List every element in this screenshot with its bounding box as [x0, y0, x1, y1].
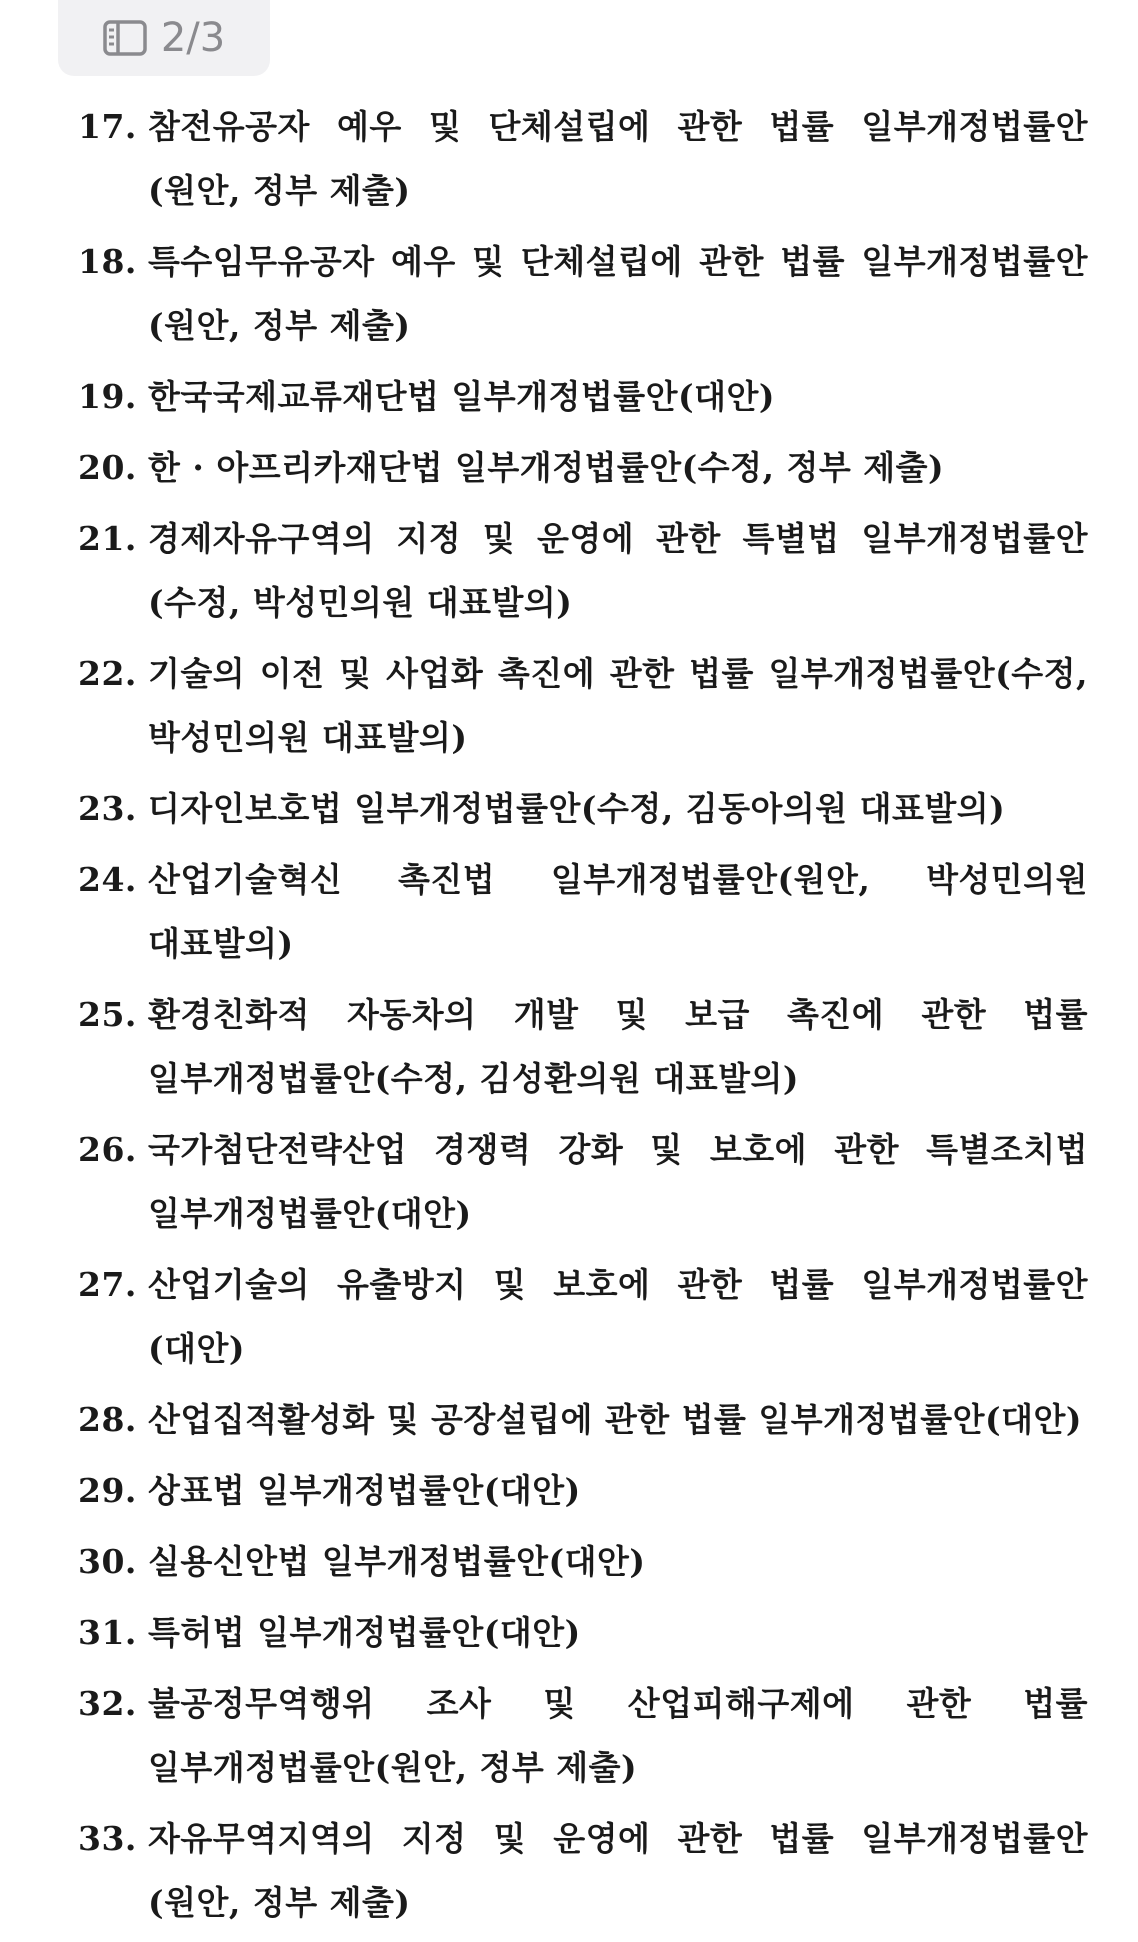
item-text: 특허법 일부개정법률안(대안) — [148, 1613, 581, 1652]
item-number: 24. — [78, 860, 137, 899]
item-text: 자유무역지역의 지정 및 운영에 관한 법률 일부개정법률안(원안, 정부 제출) — [148, 1819, 1088, 1922]
item-text: 한 · 아프리카재단법 일부개정법률안(수정, 정부 제출) — [148, 448, 945, 487]
item-number: 20. — [78, 448, 137, 487]
item-text: 특수임무유공자 예우 및 단체설립에 관한 법률 일부개정법률안(원안, 정부 제출) — [148, 242, 1088, 345]
page-counter: 2/3 — [160, 15, 226, 61]
item-text: 기술의 이전 및 사업화 촉진에 관한 법률 일부개정법률안(수정, 박성민의원 대표발의) — [148, 654, 1088, 757]
item-number: 31. — [78, 1613, 137, 1652]
item-text: 산업기술혁신 촉진법 일부개정법률안(원안, 박성민의원 대표발의) — [148, 860, 1088, 963]
item-number: 22. — [78, 654, 137, 693]
list-item — [78, 642, 1088, 770]
item-text: 상표법 일부개정법률안(대안) — [148, 1471, 581, 1510]
list-item — [78, 1388, 1088, 1452]
item-text: 산업집적활성화 및 공장설립에 관한 법률 일부개정법률안(대안) — [148, 1400, 1082, 1439]
item-number: 17. — [78, 107, 137, 146]
list-item — [78, 1672, 1088, 1800]
item-number: 19. — [78, 377, 137, 416]
list-item — [78, 436, 1088, 500]
list-item — [78, 95, 1088, 223]
item-text: 한국국제교류재단법 일부개정법률안(대안) — [148, 377, 776, 416]
list-item — [78, 1601, 1088, 1665]
item-number: 18. — [78, 242, 137, 281]
item-number: 21. — [78, 519, 137, 558]
item-text: 산업기술의 유출방지 및 보호에 관한 법률 일부개정법률안(대안) — [148, 1265, 1088, 1368]
list-item — [78, 507, 1088, 635]
list-item — [78, 230, 1088, 358]
item-number: 28. — [78, 1400, 137, 1439]
item-text: 디자인보호법 일부개정법률안(수정, 김동아의원 대표발의) — [148, 789, 1006, 828]
item-number: 30. — [78, 1542, 137, 1581]
item-number: 33. — [78, 1819, 137, 1858]
list-item — [78, 1253, 1088, 1381]
item-number: 23. — [78, 789, 137, 828]
item-number: 29. — [78, 1471, 137, 1510]
list-item — [78, 1807, 1088, 1935]
item-text: 국가첨단전략산업 경쟁력 강화 및 보호에 관한 특별조치법 일부개정법률안(대안) — [148, 1130, 1088, 1233]
item-text: 참전유공자 예우 및 단체설립에 관한 법률 일부개정법률안(원안, 정부 제출) — [148, 107, 1088, 210]
item-number: 32. — [78, 1684, 137, 1723]
list-item — [78, 983, 1088, 1111]
item-number: 25. — [78, 995, 137, 1034]
list-item — [78, 848, 1088, 976]
list-item — [78, 1530, 1088, 1594]
page-indicator[interactable] — [58, 0, 270, 76]
item-number: 27. — [78, 1265, 137, 1304]
list-item — [78, 365, 1088, 429]
item-number: 26. — [78, 1130, 137, 1169]
bill-list — [78, 95, 1088, 1942]
list-item — [78, 1459, 1088, 1523]
item-text: 경제자유구역의 지정 및 운영에 관한 특별법 일부개정법률안(수정, 박성민의원 대표발의) — [148, 519, 1088, 622]
sidebar-panel-icon — [103, 20, 147, 56]
item-text: 실용신안법 일부개정법률안(대안) — [148, 1542, 646, 1581]
list-item — [78, 777, 1088, 841]
item-text: 환경친화적 자동차의 개발 및 보급 촉진에 관한 법률 일부개정법률안(수정, 김성환의원 대표발의) — [148, 995, 1088, 1098]
list-item — [78, 1118, 1088, 1246]
item-text: 불공정무역행위 조사 및 산업피해구제에 관한 법률 일부개정법률안(원안, 정부 제출) — [148, 1684, 1088, 1787]
